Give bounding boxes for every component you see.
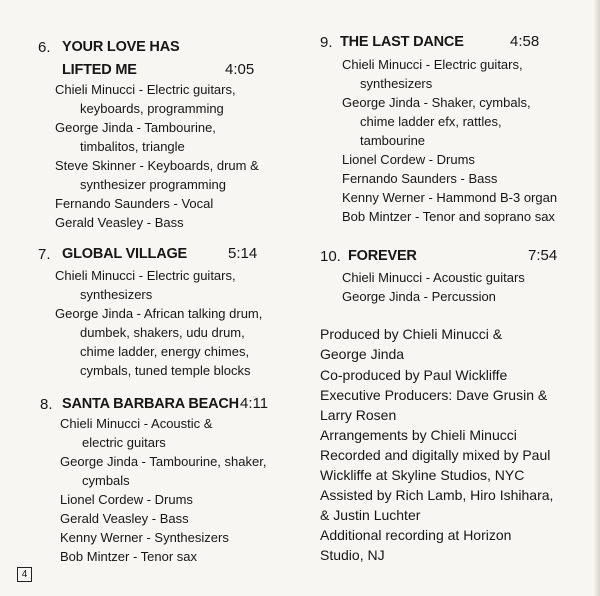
production-line: Produced by Chieli Minucci &	[320, 326, 503, 342]
credit-line: cymbals, tuned temple blocks	[80, 363, 251, 378]
credit-line: synthesizers	[80, 287, 153, 302]
credit-line: George Jinda - Percussion	[342, 289, 496, 304]
credit-line: tambourine	[360, 133, 426, 148]
track-number: 7.	[38, 246, 51, 263]
credit-line: George Jinda - Tambourine,	[55, 120, 216, 135]
track-duration: 4:58	[510, 33, 540, 50]
track-title: YOUR LOVE HAS	[62, 39, 180, 55]
credit-line: Steve Skinner - Keyboards, drum &	[55, 158, 259, 173]
credit-line: George Jinda - African talking drum,	[55, 306, 263, 321]
credit-line: Chieli Minucci - Electric guitars,	[55, 82, 236, 97]
track-duration: 7:54	[528, 247, 558, 264]
track-duration: 5:14	[228, 245, 258, 262]
track-title-continued: LIFTED ME	[62, 62, 137, 78]
credit-line: Kenny Werner - Synthesizers	[60, 530, 229, 545]
credit-line: chime ladder efx, rattles,	[360, 114, 502, 129]
production-line: Executive Producers: Dave Grusin &	[320, 387, 548, 403]
credit-line: timbalitos, triangle	[80, 139, 185, 154]
production-line: & Justin Luchter	[320, 507, 421, 523]
credit-line: Chieli Minucci - Electric guitars,	[342, 57, 523, 72]
production-line: Larry Rosen	[320, 407, 397, 423]
credit-line: George Jinda - Tambourine, shaker,	[60, 454, 267, 469]
credit-line: synthesizer programming	[80, 177, 226, 192]
credit-line: Lionel Cordew - Drums	[60, 492, 193, 507]
credit-line: dumbek, shakers, udu drum,	[80, 325, 245, 340]
credit-line: Fernando Saunders - Bass	[342, 171, 498, 186]
credit-line: Fernando Saunders - Vocal	[55, 196, 214, 211]
track-number: 6.	[38, 39, 51, 56]
production-line: Studio, NJ	[320, 547, 385, 563]
production-line: Co-produced by Paul Wickliffe	[320, 367, 508, 383]
production-line: Recorded and digitally mixed by Paul	[320, 447, 551, 463]
credit-line: cymbals	[82, 473, 130, 488]
track-number: 10.	[320, 248, 341, 265]
credit-line: Gerald Veasley - Bass	[60, 511, 189, 526]
credit-line: keyboards, programming	[80, 101, 224, 116]
track-title: THE LAST DANCE	[340, 34, 464, 50]
booklet-edge	[594, 0, 600, 596]
credit-line: electric guitars	[82, 435, 166, 450]
production-line: George Jinda	[320, 346, 405, 362]
production-line: Assisted by Rich Lamb, Hiro Ishihara,	[320, 487, 554, 503]
track-duration: 4:11	[240, 395, 269, 412]
production-line: Additional recording at Horizon	[320, 527, 512, 543]
credit-line: chime ladder, energy chimes,	[80, 344, 250, 359]
credit-line: Chieli Minucci - Electric guitars,	[55, 268, 236, 283]
credit-line: Kenny Werner - Hammond B-3 organ	[342, 190, 558, 205]
credit-line: Bob Mintzer - Tenor and soprano sax	[342, 209, 555, 224]
credit-line: Chieli Minucci - Acoustic &	[60, 416, 213, 431]
track-number: 9.	[320, 34, 333, 51]
track-duration: 4:05	[225, 61, 255, 78]
production-line: Wickliffe at Skyline Studios, NYC	[320, 467, 525, 483]
track-number: 8.	[40, 396, 53, 413]
page-number: 4	[17, 567, 32, 582]
credit-line: George Jinda - Shaker, cymbals,	[342, 95, 531, 110]
credit-line: Chieli Minucci - Acoustic guitars	[342, 270, 525, 285]
track-title: SANTA BARBARA BEACH	[62, 396, 239, 412]
credit-line: Gerald Veasley - Bass	[55, 215, 184, 230]
credit-line: Bob Mintzer - Tenor sax	[60, 549, 198, 564]
credit-line: Lionel Cordew - Drums	[342, 152, 475, 167]
track-title: GLOBAL VILLAGE	[62, 246, 188, 262]
credit-line: synthesizers	[360, 76, 433, 91]
track-title: FOREVER	[348, 248, 417, 264]
production-line: Arrangements by Chieli Minucci	[320, 427, 517, 443]
